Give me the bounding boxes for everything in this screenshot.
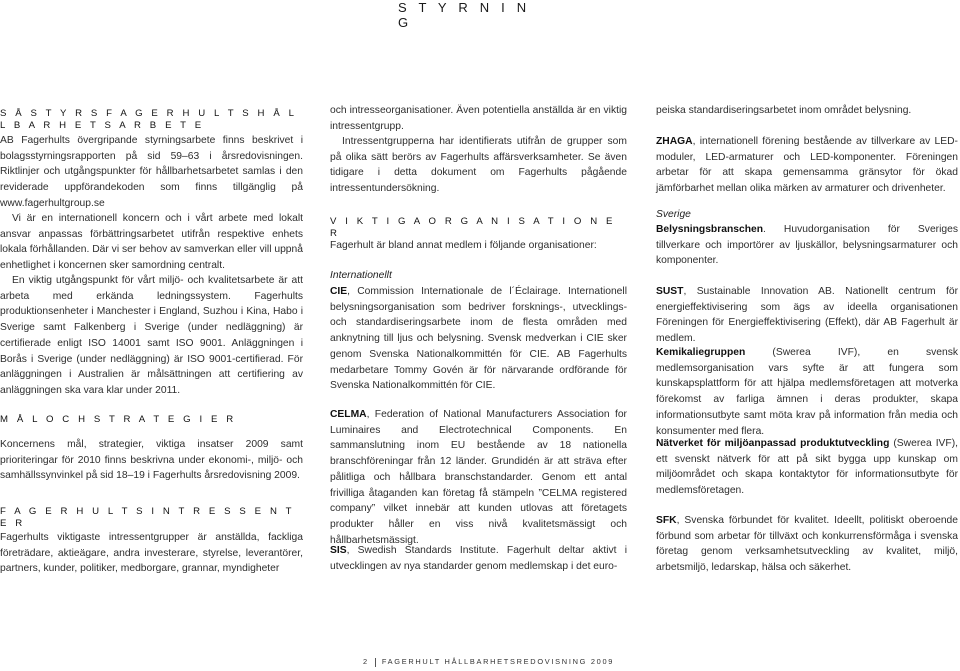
footer-divider <box>375 658 376 667</box>
org-description: . Huvudorganisation för Sveriges tillverkare och importörer av ljuskällor, belysningsarmaturer och komponenter. <box>656 224 958 267</box>
paragraph: Fagerhults viktigaste intressentgrupper är anställda, fackliga företrädare, aktieägare, andra investerare, styrelse, leverantörer, partners, kunder, politiker, medborgare, grannar, myndigheter <box>0 532 303 575</box>
org-abbr: SUST <box>656 286 684 297</box>
page-footer <box>363 657 614 667</box>
org-entry-kemikaliegruppen <box>656 345 958 439</box>
org-description: (Swerea IVF), ett svenskt nätverk för att på sikt bygga upp kunskap om miljöområdet och skapa kontaktytor för informationsutbyte för medlemsföretagen. <box>656 438 958 497</box>
org-description: , internationell förening bestående av tillverkare av LED-moduler, LED-armaturer och LED-komponenter. Föreningen arbetar för att skapa gemensamma gränsytor för ökad jämförbarhet mellan olika märken av armaturer och drivenheter. <box>656 136 958 195</box>
org-entry-zhaga <box>656 134 958 197</box>
org-abbr: Belysningsbranschen <box>656 224 764 235</box>
page-header: S T Y R N I N G <box>398 0 531 30</box>
paragraph: Koncernens mål, strategier, viktiga insatser 2009 samt prioriteringar för 2010 finns beskrivna under ekonomi-, miljö- och samhällssynvinkel på sid 18–19 i Fagerhults årsredovisning 2009. <box>0 439 303 482</box>
subheading-sweden: Sverige <box>656 209 691 220</box>
org-abbr: Kemikaliegruppen <box>656 347 746 358</box>
org-description: , Svenska förbundet för kvalitet. Ideellt, politiskt oberoende förbund som arbetar för tillväxt och konkurrensförmåga i svenska företag genom verksamhetsutveckling av kvalitet, miljö, arbetsmiljö, ledarskap, hälsa och säkerhet. <box>656 515 958 574</box>
section-heading-goals: M Å L O C H S T R A T E G I E R <box>0 414 237 425</box>
org-abbr: CIE <box>330 286 348 297</box>
paragraph: och intresseorganisationer. Även potentiella anställda är en viktig intressentgrupp. <box>330 105 627 132</box>
org-abbr: SFK <box>656 515 677 526</box>
org-entry-cie <box>330 284 627 394</box>
org-description: , Swedish Standards Institute. Fagerhult deltar aktivt i utvecklingen av nya standarder genom medlemskap i det euro- <box>330 545 627 572</box>
section-heading-stakeholders: F A G E R H U L T S I N T R E S S E N T E R <box>0 506 295 529</box>
paragraph: Vi är en internationell koncern och i vårt arbete med lokalt ansvar anpassas förbättringsarbetet utifrån respektive enhets lokala förhållanden. Där vi ser behov av samverkan eller vill uppnå enhetlighet i koncernen sker samordning centralt. <box>0 213 303 272</box>
page-number: 2 <box>363 657 369 666</box>
org-entry-sust <box>656 284 958 347</box>
paragraph: Fagerhult är bland annat medlem i följande organisationer: <box>330 240 597 251</box>
org-entry-belysningsbranschen <box>656 222 958 269</box>
paragraph: peiska standardiseringsarbetet inom området belysning. <box>656 105 912 116</box>
org-description: , Sustainable Innovation AB. Nationellt centrum för energieffektivisering som ägs av ideella organisationen Föreningen för Energieffektivisering (Effekt), där AB Fagerhult är medlem. <box>656 286 958 345</box>
org-entry-natverket <box>656 436 958 499</box>
org-abbr: CELMA <box>330 409 367 420</box>
org-abbr: SIS <box>330 545 347 556</box>
org-entry-sfk <box>656 513 958 576</box>
org-entry-sis <box>330 543 627 574</box>
subheading-international: Internationellt <box>330 270 392 281</box>
paragraph: En viktig utgångspunkt för vårt miljö- och kvalitetsarbete är att arbeta med erkända ledningssystem. Fagerhults produktionsenheter i Manchester i England, Suzhou i Kina, Habo i Sverige samt Falkenberg i Sverige (under nedläggning) är certifierade enligt ISO 14001 samt ISO 9001. Anläggningen i Borås i Sverige (under nedläggning) är ISO 9001-certifierad. För anläggningen i Australien är målsättningen att certifiering av anläggningen ska vara klar under 2011. <box>0 275 303 396</box>
paragraph: AB Fagerhults övergripande styrningsarbete finns beskrivet i bolagsstyrningsrapporten på sid 59–63 i årsredovisningen. Riktlinjer och utgångspunkter för hållbarhetsarbetet samlas i den reviderade uppförandekoden som finns tillgänglig på www.fagerhultgroup.se <box>0 135 303 209</box>
org-description: (Swerea IVF), en svensk medlemsorganisation vars syfte är att fungera som kunskapsplattform för att hjälpa medlemsföretagen att motverka förekomst av farliga ämnen i deras produkter, skapa informationsutbyte samt möta krav på information från media och konsumenter med flera. <box>656 347 958 437</box>
org-description: , Federation of National Manufacturers Association for Luminaires and Electrotechnical Components. En sammanslutning inom EU bestående av 18 nationella branschföreningar från 12 länder. Grundidén är att sträva efter pålitliga och hållbara branschstandarder. Genom ett antal frivilliga åtaganden kan företag få stämpeln ”CELMA registered company” vilket innebär att kunden utlovas att företagets produkter håller en viss nivå kvalitetsmässigt och hållbarhetsmässigt. <box>330 409 627 546</box>
section-heading-governance: S Å S T Y R S F A G E R H U L T S H Å L L B A R H E T S A R B E T E <box>0 108 297 131</box>
org-description: , Commission Internationale de l´Éclairage. Internationell belysningsorganisation som bedriver forsknings-, utvecklings- och standardiseringsarbete inom de flesta områden med anknytning till ljus och belysning. Svensk medverkan i CIE sker genom Svenska Nationalkommittén för CIE. AB Fagerhults medarbetare Tommy Govén är för närvarande ordförande för Svenska Nationalkommittén för CIE. <box>330 286 627 392</box>
org-entry-celma <box>330 407 627 548</box>
footer-title: FAGERHULT HÅLLBARHETSREDOVISNING 2009 <box>381 657 615 666</box>
paragraph: Intressentgrupperna har identifierats utifrån de grupper som på olika sätt berörs av Fagerhults affärsverksamheter. Se även tidigare i detta dokument om Fagerhults pågående intressentundersökning. <box>330 136 627 195</box>
org-abbr: Nätverket för miljöanpassad produktutveckling <box>656 438 890 449</box>
org-abbr: ZHAGA <box>656 136 693 147</box>
section-heading-organisations: V I K T I G A O R G A N I S A T I O N E R <box>330 216 616 239</box>
